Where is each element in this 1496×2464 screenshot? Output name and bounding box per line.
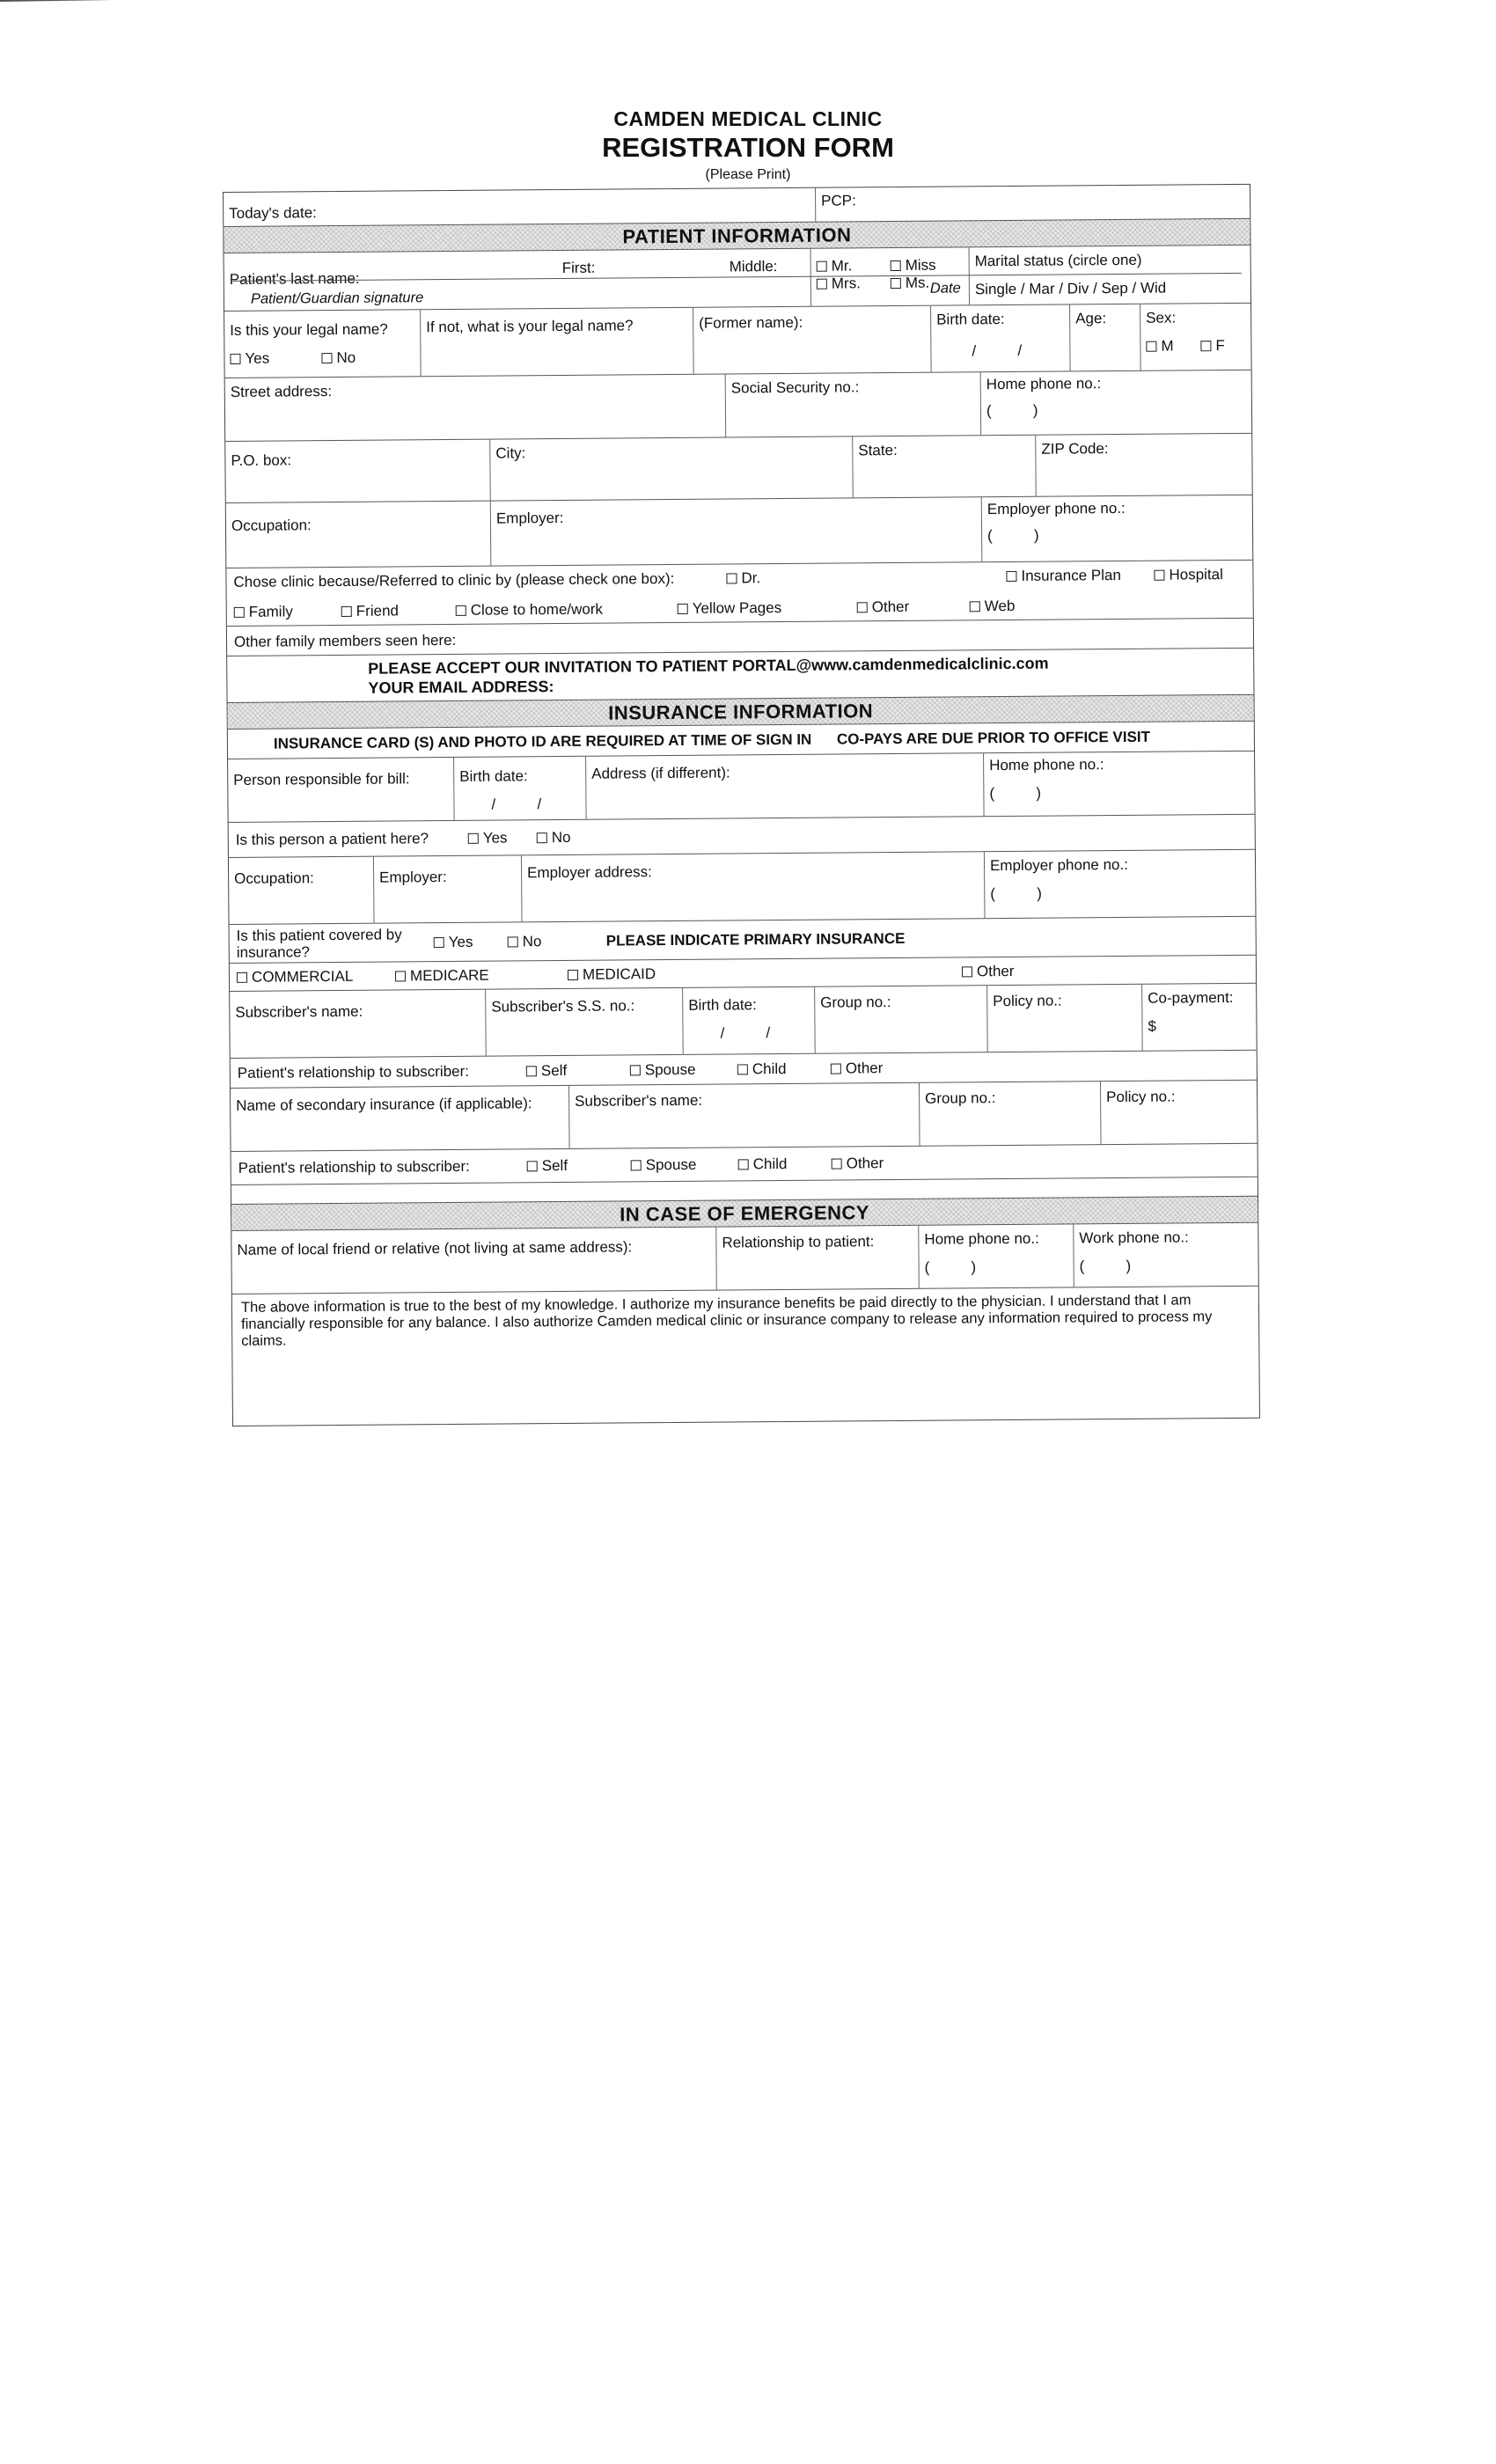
relationship-label-primary: Patient's relationship to subscriber: xyxy=(237,1062,470,1082)
sex-m-option[interactable] xyxy=(1146,337,1200,355)
secondary-child-checkbox[interactable] xyxy=(738,1159,749,1170)
primary-self-checkbox[interactable] xyxy=(526,1066,537,1076)
is-patient-yes-checkbox[interactable] xyxy=(468,832,479,843)
scan-edge-line xyxy=(0,0,581,2)
relationship-label-secondary: Patient's relationship to subscriber: xyxy=(238,1157,470,1177)
address-row xyxy=(225,370,1252,441)
subscriber-birth-date-slashes: / / xyxy=(720,1024,771,1042)
commercial-label: COMMERCIAL xyxy=(251,967,354,986)
responsible-birth-date-label: Birth date: xyxy=(459,767,528,785)
insured-occupation-field[interactable] xyxy=(229,857,374,924)
medicare-option[interactable] xyxy=(395,965,568,985)
emergency-header: IN CASE OF EMERGENCY xyxy=(231,1196,1258,1230)
legal-name-label: Is this your legal name? xyxy=(230,320,388,339)
secondary-insurance-label: Name of secondary insurance (if applicable): xyxy=(236,1095,532,1114)
email-address-field[interactable]: YOUR EMAIL ADDRESS: xyxy=(368,678,554,697)
pcp-label: PCP: xyxy=(821,192,856,209)
signature-label: Patient/Guardian signature xyxy=(250,290,424,307)
insured-employer-label: Employer: xyxy=(379,869,447,886)
emergency-work-phone-label: Work phone no.: xyxy=(1079,1228,1189,1247)
occupation-field[interactable] xyxy=(226,502,491,568)
yellow-pages-label: Yellow Pages xyxy=(692,599,782,617)
primary-self-label: Self xyxy=(540,1061,568,1079)
hospital-label: Hospital xyxy=(1169,566,1223,583)
insurance-other-checkbox[interactable] xyxy=(962,966,972,977)
medicare-label: MEDICARE xyxy=(409,966,489,984)
legal-no-label: No xyxy=(336,348,356,366)
authorization-statement: The above information is true to the best of my knowledge. I authorize my insurance benefits be paid directly to the physician. I understand that I am financially responsible for any balance. I also authorize Camden medical clinic or insurance company to release any information required to process my claims. xyxy=(240,1292,1213,1349)
home-phone-label: Home phone no.: xyxy=(986,375,1102,393)
todays-date-field[interactable] xyxy=(224,188,815,226)
title-mrs-option[interactable] xyxy=(817,275,891,293)
title-ms-option[interactable] xyxy=(891,275,930,292)
legal-name-if-not-label: If not, what is your legal name? xyxy=(426,317,634,336)
emergency-home-phone-field[interactable] xyxy=(918,1224,1074,1287)
subscriber-row xyxy=(230,983,1257,1058)
covered-no-option[interactable] xyxy=(508,932,606,950)
sex-f-option[interactable] xyxy=(1200,337,1225,355)
secondary-insurance-field[interactable] xyxy=(231,1086,569,1151)
dr-label: Dr. xyxy=(741,569,761,587)
employer-phone-parens: ( ) xyxy=(987,526,1039,545)
emergency-contact-name-label: Name of local friend or relative (not living at same address): xyxy=(237,1238,633,1258)
mr-checkbox[interactable] xyxy=(817,261,827,272)
sex-field xyxy=(1140,304,1251,370)
ms-label: Ms. xyxy=(905,274,930,291)
referral-other-option[interactable] xyxy=(857,598,970,616)
secondary-other-option[interactable] xyxy=(832,1155,884,1172)
pcp-field[interactable] xyxy=(815,185,1250,222)
commercial-checkbox[interactable] xyxy=(237,972,247,982)
portal-invitation: PLEASE ACCEPT OUR INVITATION TO PATIENT PORTAL@www.camdenmedicalclinic.com xyxy=(368,654,1049,678)
signature-field[interactable] xyxy=(251,290,423,308)
last-name-label: Patient's last name: xyxy=(229,269,360,288)
secondary-policy-no-label: Policy no.: xyxy=(1106,1088,1176,1106)
covered-no-checkbox[interactable] xyxy=(508,936,518,947)
secondary-spouse-label: Spouse xyxy=(645,1155,697,1173)
subscriber-ss-label: Subscriber's S.S. no.: xyxy=(491,997,635,1016)
insured-employer-field[interactable] xyxy=(373,855,522,922)
close-home-checkbox[interactable] xyxy=(456,605,466,616)
mrs-checkbox[interactable] xyxy=(817,279,827,290)
covered-no-label: No xyxy=(522,932,542,950)
ssn-field[interactable] xyxy=(725,372,981,436)
subscriber-name-label: Subscriber's name: xyxy=(235,1002,363,1021)
sex-f-checkbox[interactable] xyxy=(1200,341,1211,351)
referral-close-home-option[interactable] xyxy=(456,600,678,620)
covered-yes-option[interactable] xyxy=(434,933,508,951)
legal-yes-checkbox[interactable] xyxy=(230,354,240,364)
secondary-spouse-option[interactable] xyxy=(631,1155,738,1174)
referral-web-option[interactable] xyxy=(970,598,1016,615)
referral-hospital-option[interactable] xyxy=(1154,566,1223,584)
sex-m-label: M xyxy=(1161,337,1174,355)
emergency-work-phone-parens: ( ) xyxy=(1079,1257,1132,1275)
employer-field[interactable] xyxy=(490,497,982,565)
secondary-subscriber-name-label: Subscriber's name: xyxy=(575,1091,703,1110)
ms-checkbox[interactable] xyxy=(891,278,901,289)
legal-name-row xyxy=(224,303,1251,378)
city-label: City: xyxy=(495,444,526,462)
birth-date-slashes: / / xyxy=(972,341,1023,360)
legal-name-field[interactable] xyxy=(420,308,693,376)
zip-field[interactable] xyxy=(1035,434,1252,496)
sex-m-checkbox[interactable] xyxy=(1146,341,1156,352)
subscriber-ss-field[interactable] xyxy=(485,988,683,1056)
primary-other-checkbox[interactable] xyxy=(831,1063,841,1074)
responsible-person-field[interactable] xyxy=(228,758,454,822)
insurance-card-notice: INSURANCE CARD (S) AND PHOTO ID ARE REQUIRED AT TIME OF SIGN IN xyxy=(273,730,812,752)
secondary-self-option[interactable] xyxy=(527,1156,631,1175)
friend-checkbox[interactable] xyxy=(341,606,352,617)
family-label: Family xyxy=(248,603,293,620)
insurance-plan-label: Insurance Plan xyxy=(1021,566,1121,584)
responsible-home-phone-label: Home phone no.: xyxy=(989,756,1104,774)
referral-other-label: Other xyxy=(871,598,910,616)
is-patient-no-label: No xyxy=(551,828,571,846)
mrs-label: Mrs. xyxy=(831,275,861,292)
primary-other-label: Other xyxy=(845,1059,884,1076)
home-phone-field[interactable] xyxy=(980,370,1252,435)
secondary-self-checkbox[interactable] xyxy=(527,1161,538,1171)
covered-label: Is this patient covered by insurance? xyxy=(236,925,402,961)
responsible-home-phone-field[interactable] xyxy=(983,752,1255,816)
responsible-address-field[interactable] xyxy=(585,753,984,819)
employer-phone-field[interactable] xyxy=(981,495,1253,561)
emergency-contact-row xyxy=(231,1222,1258,1294)
print-instruction: (Please Print) xyxy=(705,167,791,182)
ssn-label: Social Security no.: xyxy=(730,378,860,397)
legal-yes-option[interactable] xyxy=(230,349,321,368)
legal-yes-label: Yes xyxy=(245,349,270,367)
friend-label: Friend xyxy=(356,602,400,620)
state-field[interactable] xyxy=(852,436,1036,498)
employer-phone-label: Employer phone no.: xyxy=(986,499,1126,518)
referral-friend-option[interactable] xyxy=(341,602,456,620)
secondary-group-no-field[interactable] xyxy=(919,1082,1101,1146)
city-field[interactable] xyxy=(489,436,853,500)
secondary-other-label: Other xyxy=(846,1154,884,1171)
hospital-checkbox[interactable] xyxy=(1154,570,1164,581)
signature-date-label: Date xyxy=(929,280,961,297)
close-home-label: Close to home/work xyxy=(470,600,604,619)
middle-name-label: Middle: xyxy=(729,258,778,275)
patient-birth-date-field[interactable] xyxy=(930,304,1070,371)
emergency-relationship-label: Relationship to patient: xyxy=(722,1233,875,1251)
todays-date-label: Today's date: xyxy=(229,204,317,222)
medicaid-checkbox[interactable] xyxy=(568,969,578,979)
responsible-birth-date-field[interactable] xyxy=(453,757,586,820)
insured-employer-phone-label: Employer phone no.: xyxy=(989,855,1129,875)
referral-other-checkbox[interactable] xyxy=(857,602,868,612)
family-checkbox[interactable] xyxy=(234,607,245,618)
referral-family-option[interactable] xyxy=(234,603,341,621)
age-label: Age: xyxy=(1075,310,1107,327)
is-patient-no-checkbox[interactable] xyxy=(537,832,547,843)
primary-child-label: Child xyxy=(752,1060,787,1077)
subscriber-birth-date-label: Birth date: xyxy=(688,996,757,1014)
primary-child-checkbox[interactable] xyxy=(737,1064,748,1074)
secondary-group-no-label: Group no.: xyxy=(925,1089,996,1107)
secondary-subscriber-name-field[interactable] xyxy=(568,1083,920,1148)
insured-employer-phone-parens: ( ) xyxy=(990,884,1042,903)
employer-address-label: Employer address: xyxy=(527,863,652,882)
employer-address-field[interactable] xyxy=(521,852,985,921)
web-label: Web xyxy=(984,597,1016,615)
referral-row xyxy=(226,560,1252,626)
family-members-label: Other family members seen here: xyxy=(233,631,457,650)
referral-label: Chose clinic because/Referred to clinic by (please check one box): xyxy=(233,569,675,590)
referral-yellow-pages-option[interactable] xyxy=(678,598,857,618)
legal-name-question xyxy=(224,310,421,378)
insurance-other-option[interactable] xyxy=(962,962,1015,979)
registration-form xyxy=(223,184,1260,1426)
mr-label: Mr. xyxy=(831,257,853,275)
medicare-checkbox[interactable] xyxy=(395,971,406,981)
dr-checkbox[interactable] xyxy=(726,573,737,583)
miss-checkbox[interactable] xyxy=(891,260,901,271)
secondary-child-label: Child xyxy=(752,1155,788,1172)
secondary-other-checkbox[interactable] xyxy=(832,1158,842,1169)
responsible-address-label: Address (if different): xyxy=(591,764,730,782)
copay-notice: CO-PAYS ARE DUE PRIOR TO OFFICE VISIT xyxy=(836,728,1151,748)
copayment-dollar: $ xyxy=(1148,1017,1157,1035)
signature-date-field[interactable] xyxy=(930,280,961,297)
subscriber-birth-date-field[interactable] xyxy=(682,987,815,1054)
emergency-contact-name-field[interactable] xyxy=(231,1228,716,1294)
yellow-pages-checkbox[interactable] xyxy=(678,604,688,614)
occupation-row xyxy=(226,495,1253,568)
portal-notice xyxy=(227,648,1253,702)
zip-label: ZIP Code: xyxy=(1041,440,1109,458)
covered-yes-label: Yes xyxy=(448,933,473,950)
covered-yes-checkbox[interactable] xyxy=(434,937,444,948)
po-box-field[interactable] xyxy=(225,440,490,502)
referral-insurance-plan-option[interactable] xyxy=(1006,567,1154,585)
secondary-spouse-checkbox[interactable] xyxy=(631,1160,642,1170)
medicaid-option[interactable] xyxy=(568,963,962,984)
marital-status-label: Marital status (circle one) xyxy=(974,251,1142,270)
former-name-field[interactable] xyxy=(693,306,931,374)
insured-occupation-row xyxy=(229,849,1256,924)
employer-label: Employer: xyxy=(495,509,564,527)
primary-spouse-label: Spouse xyxy=(644,1060,696,1078)
former-name-label: (Former name): xyxy=(699,313,803,332)
emergency-work-phone-field[interactable] xyxy=(1073,1223,1258,1287)
subscriber-name-field[interactable] xyxy=(230,990,486,1058)
copayment-field[interactable] xyxy=(1141,984,1257,1051)
occupation-label: Occupation: xyxy=(231,517,312,534)
primary-spouse-checkbox[interactable] xyxy=(630,1065,641,1075)
copayment-label: Co-payment: xyxy=(1148,989,1234,1007)
referral-dr-option[interactable] xyxy=(726,568,1006,587)
policy-no-field[interactable] xyxy=(986,985,1142,1052)
age-field[interactable] xyxy=(1069,304,1140,371)
form-title: REGISTRATION FORM xyxy=(602,132,894,163)
street-address-field[interactable] xyxy=(225,375,726,441)
web-checkbox[interactable] xyxy=(970,601,980,612)
legal-no-checkbox[interactable] xyxy=(321,353,332,363)
insurance-other-label: Other xyxy=(976,962,1015,979)
title-miss-option[interactable] xyxy=(891,257,936,275)
primary-spouse-option[interactable] xyxy=(630,1060,737,1079)
primary-insurance-notice: PLEASE INDICATE PRIMARY INSURANCE xyxy=(605,929,906,950)
street-address-label: Street address: xyxy=(230,383,333,400)
is-patient-no-option[interactable] xyxy=(537,828,571,846)
primary-other-option[interactable] xyxy=(831,1060,884,1077)
primary-child-option[interactable] xyxy=(737,1060,831,1078)
is-patient-label: Is this person a patient here? xyxy=(235,829,429,848)
home-phone-parens: ( ) xyxy=(986,401,1038,420)
title-mr-option[interactable] xyxy=(817,257,891,275)
insurance-plan-checkbox[interactable] xyxy=(1006,571,1016,582)
emergency-relationship-field[interactable] xyxy=(715,1226,919,1290)
first-name-label: First: xyxy=(561,259,596,276)
clinic-name: CAMDEN MEDICAL CLINIC xyxy=(613,107,883,130)
insurance-information-header: INSURANCE INFORMATION xyxy=(228,694,1254,729)
secondary-policy-no-field[interactable] xyxy=(1100,1081,1258,1144)
is-patient-yes-option[interactable] xyxy=(468,829,537,847)
insured-employer-phone-field[interactable] xyxy=(984,850,1256,918)
responsible-birth-date-slashes: / / xyxy=(491,796,542,813)
insured-occupation-label: Occupation: xyxy=(234,869,314,887)
miss-label: Miss xyxy=(905,256,936,274)
responsible-party-row xyxy=(228,751,1255,822)
marital-status-options[interactable]: Single / Mar / Div / Sep / Wid xyxy=(974,279,1167,298)
birth-date-label: Birth date: xyxy=(936,311,1005,328)
secondary-child-option[interactable] xyxy=(738,1155,832,1173)
sex-label: Sex: xyxy=(1146,309,1177,326)
legal-no-option[interactable] xyxy=(321,349,356,367)
group-no-field[interactable] xyxy=(814,986,987,1053)
responsible-person-label: Person responsible for bill: xyxy=(233,770,410,788)
patient-information-header: PATIENT INFORMATION xyxy=(224,218,1250,253)
group-no-label: Group no.: xyxy=(820,994,891,1011)
policy-no-label: Policy no.: xyxy=(993,992,1062,1010)
state-label: State: xyxy=(858,441,898,459)
primary-self-option[interactable] xyxy=(526,1061,630,1080)
medicaid-label: MEDICAID xyxy=(582,964,656,983)
secondary-self-label: Self xyxy=(541,1156,568,1174)
emergency-home-phone-label: Home phone no.: xyxy=(924,1229,1039,1248)
sex-f-label: F xyxy=(1215,337,1225,355)
secondary-insurance-row xyxy=(231,1080,1258,1151)
responsible-home-phone-parens: ( ) xyxy=(989,784,1042,803)
po-box-row xyxy=(225,433,1252,502)
po-box-label: P.O. box: xyxy=(231,451,292,469)
emergency-home-phone-parens: ( ) xyxy=(924,1258,977,1276)
is-patient-yes-label: Yes xyxy=(482,828,508,847)
commercial-option[interactable] xyxy=(237,967,395,986)
